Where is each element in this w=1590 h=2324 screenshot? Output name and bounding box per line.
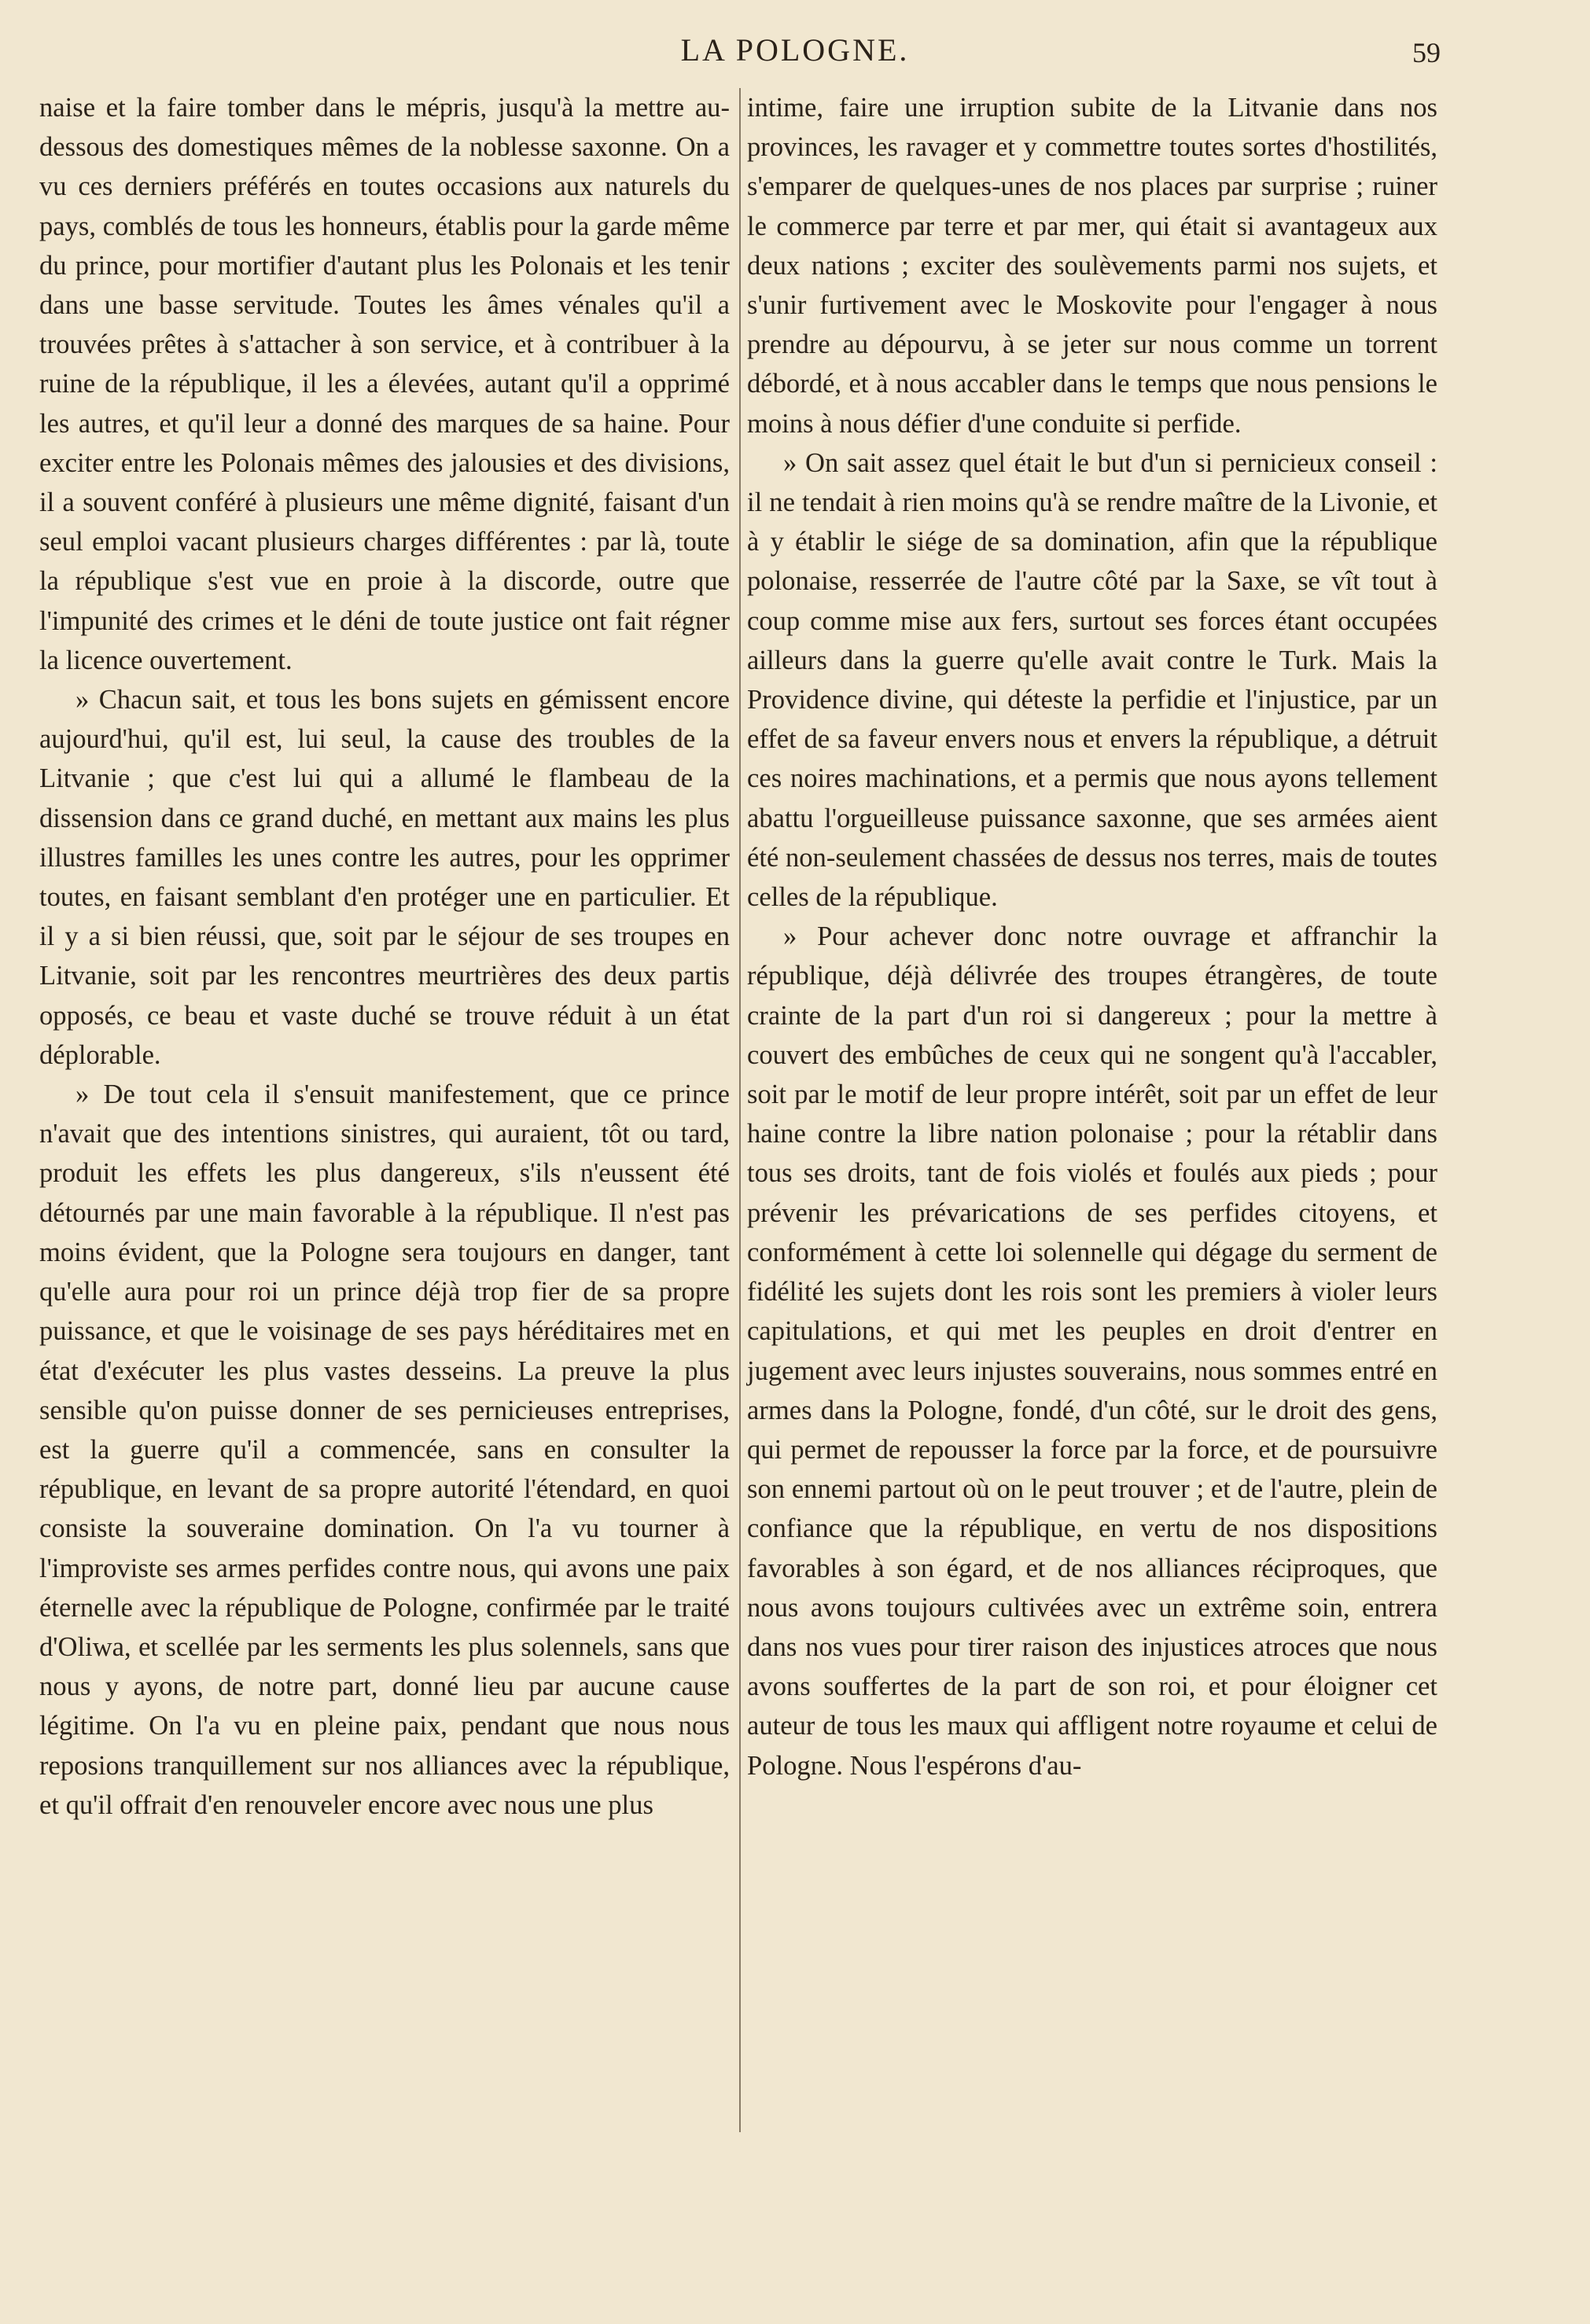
paragraph: » De tout cela il s'ensuit manifestement, que ce prince n'avait que des intentions sinistres, qui auraient, tôt ou tard, produit les effets les plus dangereux, s'ils n'eussent été détournés par une main favorable à la république. Il n'est pas moins évident, que la Pologne sera toujours en danger, tant qu'elle aura pour roi un prince déjà trop fier de sa propre puissance, et que le voisinage de ses pays héréditaires met en état d'exécuter les plus vastes desseins. La preuve la plus sensible qu'on puisse donner de ses pernicieuses entreprises, est la guerre qu'il a commencée, sans en consulter la république, en levant de sa propre autorité l'étendard, en quoi consiste la souveraine domination. On l'a vu tourner à l'improviste ses armes perfides contre nous, qui avons une paix éternelle avec la république de Pologne, confirmée par le traité d'Oliwa, et scellée par les serments les plus solennels, sans que nous y ayons, de notre part, donné lieu par aucune cause légitime. On l'a vu en pleine paix, pendant que nous nous reposions tranquillement sur nos alliances avec la république, et qu'il offrait d'en renouveler encore avec nous une plus	[39, 1079, 730, 1820]
left-column	[39, 88, 730, 1825]
column-divider	[739, 88, 741, 2132]
running-title: LA POLOGNE.	[680, 32, 910, 68]
paragraph: naise et la faire tomber dans le mépris, jusqu'à la mettre au-dessous des domestiques mêmes de la noblesse saxonne. On a vu ces derniers préférés en toutes occasions aux naturels du pays, comblés de tous les honneurs, établis pour la garde même du prince, pour mortifier d'autant plus les Polonais et les tenir dans une basse servitude. Toutes les âmes vénales qu'il a trouvées prêtes à s'attacher à son service, et à contribuer à la ruine de la république, il les a élevées, autant qu'il a opprimé les autres, et qu'il leur a donné des marques de sa haine. Pour exciter entre les Polonais mêmes des jalousies et des divisions, il a souvent conféré à plusieurs une même dignité, faisant d'un seul emploi vacant plusieurs charges différentes : par là, toute la république s'est vue en proie à la discorde, outre que l'impunité des crimes et le déni de toute justice ont fait régner la licence ouvertement.	[39, 93, 730, 675]
paragraph: » Pour achever donc notre ouvrage et affranchir la république, déjà délivrée des troupes étrangères, de toute crainte de la part d'un roi si dangereux ; pour la mettre à couvert des embûches de ceux qui ne songent qu'à l'accabler, soit par le motif de leur propre intérêt, soit par un effet de leur haine contre la libre nation polonaise ; pour la rétablir dans tous ses droits, tant de fois violés et foulés aux pieds ; pour prévenir les prévarications de ses perfides citoyens, et conformément à cette loi solennelle qui dégage du serment de fidélité les sujets dont les rois sont les premiers à violer leurs capitulations, et qui met les peuples en droit d'entrer en jugement avec leurs injustes souverains, nous sommes entré en armes dans la Pologne, fondé, d'un côté, sur le droit des gens, qui permet de repousser la force par la force, et de poursuivre son ennemi partout où on le peut trouver ; et de l'autre, plein de confiance que la république, en vertu de nos dispositions favorables à son égard, et de nos alliances réciproques, que nous avons toujours cultivées avec un extrême soin, entrera dans nos vues pour tirer raison des injustices atroces que nous avons souffertes de la part de son roi, et pour éloigner cet auteur de tous les maux qui affligent notre royaume et celui de Pologne. Nous l'espérons d'au-	[747, 921, 1437, 1781]
paragraph: » On sait assez quel était le but d'un si pernicieux conseil : il ne tendait à rien moins qu'à se rendre maître de la Livonie, et à y établir le siége de sa domination, afin que la république polonaise, resserrée de l'autre côté par la Saxe, se vît tout à coup comme mise aux fers, surtout ses forces étant occupées ailleurs dans la guerre qu'elle avait contre le Turk. Mais la Providence divine, qui déteste la perfidie et l'injustice, par un effet de sa faveur envers nous et envers la république, a détruit ces noires machinations, et a permis que nous ayons tellement abattu l'orgueilleuse puissance saxonne, que ses armées aient été non-seulement chassées de dessus nos terres, mais de toutes celles de la république.	[747, 447, 1437, 913]
page-number: 59	[1412, 37, 1441, 68]
page-header	[0, 31, 1590, 79]
paragraph: » Chacun sait, et tous les bons sujets en gémissent encore aujourd'hui, qu'il est, lui seul, la cause des troubles de la Litvanie ; que c'est lui qui a allumé le flambeau de la dissension dans ce grand duché, en mettant aux mains les plus illustres familles les unes contre les autres, pour les opprimer toutes, en faisant semblant d'en protéger une en particulier. Et il y a si bien réussi, que, soit par le séjour de ses troupes en Litvanie, soit par les rencontres meurtrières des deux partis opposés, ce beau et vaste duché se trouve réduit à un état déplorable.	[39, 685, 730, 1070]
paragraph: intime, faire une irruption subite de la Litvanie dans nos provinces, les ravager et y commettre toutes sortes d'hostilités, s'emparer de quelques-unes de nos places par surprise ; ruiner le commerce par terre et par mer, qui était si avantageux aux deux nations ; exciter des soulèvements parmi nos sujets, et s'unir furtivement avec le Moskovite pour l'engager à nous prendre au dépourvu, à se jeter sur nous comme un torrent débordé, et à nous accabler dans le temps que nous pensions le moins à nous défier d'une conduite si perfide.	[747, 93, 1437, 439]
right-column	[747, 88, 1437, 1785]
